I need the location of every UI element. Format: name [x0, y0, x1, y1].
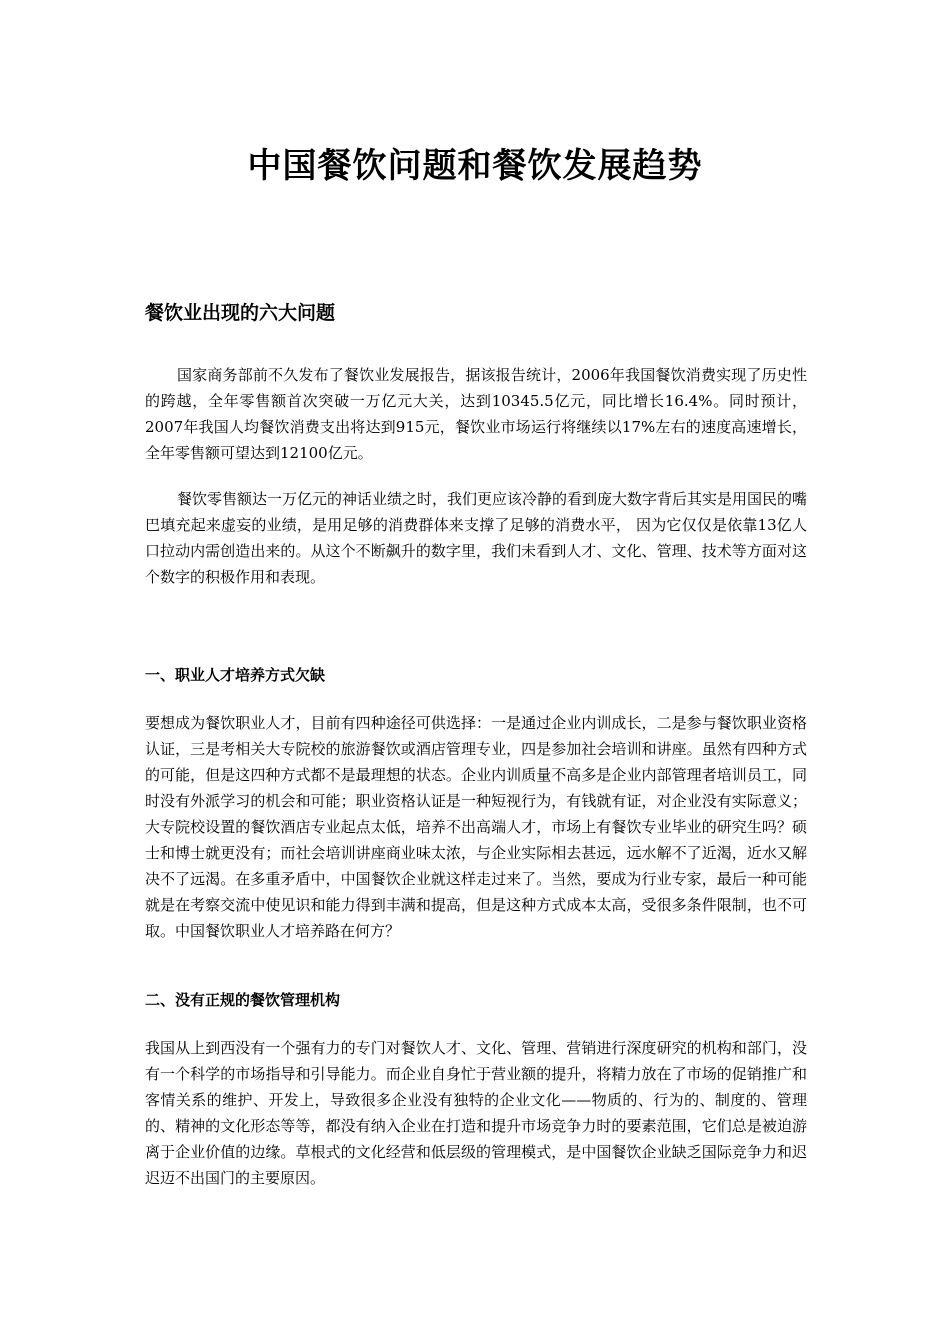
document-title: 中国餐饮问题和餐饮发展趋势 [247, 146, 703, 186]
intro-paragraph-1: 国家商务部前不久发布了餐饮业发展报告，据该报告统计，2006年我国餐饮消费实现了历史性的跨越，全年零售额首次突破一万亿元大关，达到10345.5亿元，同比增长16.4%。同时预计，2007年我国人均餐饮消费支出将达到915元，餐饮业市场运行将继续以17%左右的速度高速增长，全年零售额可望达到12100亿元。 [145, 366, 807, 462]
problem-2-body: 我国从上到西没有一个强有力的专门对餐饮人才、文化、管理、营销进行深度研究的机构和部门，没有一个科学的市场指导和引导能力。而企业自身忙于营业额的提升，将精力放在了市场的促销推广和客情关系的维护、开发上，导致很多企业没有独特的企业文化——物质的、行为的、制度的、管理的、精神的文化形态等等，都没有纳入企业在打造和提升市场竞争力时的要素范围，它们总是被迫游离于企业价值的边缘。草根式的文化经营和低层级的管理模式，是中国餐饮企业缺乏国际竞争力和迟迟迈不出国门的主要原因。 [145, 1039, 807, 1187]
intro-paragraph-2: 餐饮零售额达一万亿元的神话业绩之时，我们更应该冷静的看到庞大数字背后其实是用国民的嘴巴填充起来虚妄的业绩，是用足够的消费群体来支撑了足够的消费水平， 因为它仅仅是依靠13亿人口拉动内需创造出来的。从这个不断飙升的数字里，我们未看到人才、文化、管理、技术等方面对这个数字的积极作用和表现。 [145, 490, 808, 586]
problem-2-heading: 二、没有正规的餐饮管理机构 [145, 991, 341, 1009]
problem-1-heading: 一、职业人才培养方式欠缺 [145, 666, 326, 684]
problem-1-body: 要想成为餐饮职业人才，目前有四种途径可供选择：一是通过企业内训成长，二是参与餐饮职业资格认证，三是考相关大专院校的旅游餐饮或酒店管理专业，四是参加社会培训和讲座。虽然有四种方式的可能，但是这四种方式都不是最理想的状态。企业内训质量不高多是企业内部管理者培训员工，同时没有外派学习的机会和可能；职业资格认证是一种短视行为，有钱就有证，对企业没有实际意义；大专院校设置的餐饮酒店专业起点太低，培养不出高端人才，市场上有餐饮专业毕业的研究生吗？硕士和博士就更没有；而社会培训讲座商业味太浓，与企业实际相去甚远，远水解不了近渴，近水又解决不了远渴。在多重矛盾中，中国餐饮企业就这样走过来了。当然，要成为行业专家，最后一种可能就是在考察交流中使见识和能力得到丰满和提高，但是这种方式成本太高，受很多条件限制，也不可取。中国餐饮职业人才培养路在何方？ [145, 714, 807, 940]
section-heading: 餐饮业出现的六大问题 [145, 302, 336, 324]
